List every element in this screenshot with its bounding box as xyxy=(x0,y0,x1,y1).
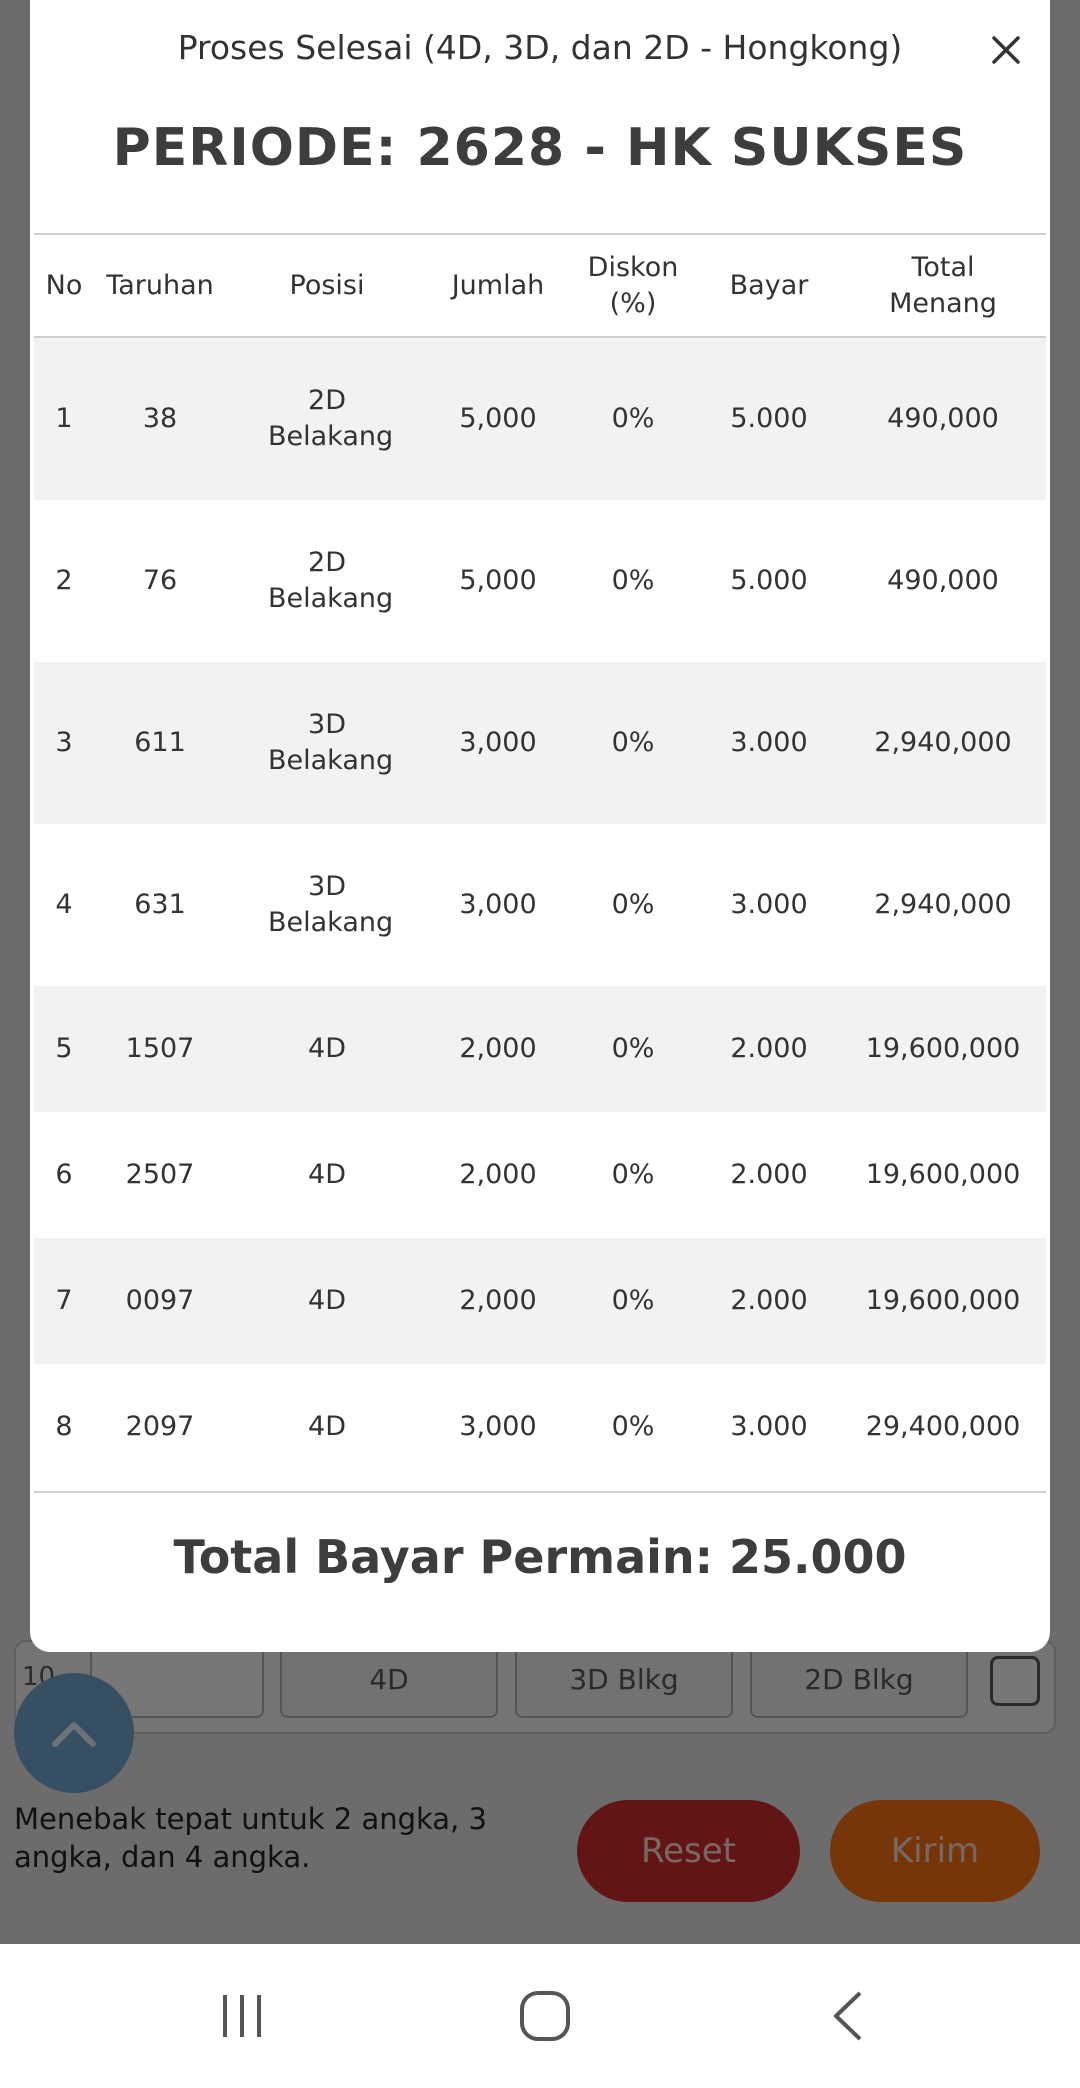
cell-bayar: 5.000 xyxy=(698,337,840,500)
nav-back-button[interactable] xyxy=(798,1966,898,2066)
cell-no: 8 xyxy=(55,1411,73,1442)
cell-taruhan: 38 xyxy=(94,337,226,500)
recents-icon xyxy=(217,1991,267,2041)
cell-taruhan: 631 xyxy=(134,889,186,920)
back-icon xyxy=(828,1989,868,2043)
cell-bayar: 2.000 xyxy=(698,1238,840,1364)
home-icon xyxy=(518,1989,572,2043)
cell-diskon: 0% xyxy=(568,662,698,824)
cell-jumlah: 2,000 xyxy=(428,1238,568,1364)
cell-bayar: 3.000 xyxy=(698,662,840,824)
cell-total-menang: 19,600,000 xyxy=(840,986,1046,1112)
table-row xyxy=(34,500,1046,662)
cell-no: 1 xyxy=(34,337,94,500)
cell-diskon: 0% xyxy=(568,1238,698,1364)
col-jumlah: Jumlah xyxy=(428,236,568,337)
close-button[interactable] xyxy=(982,26,1030,74)
cell-jumlah: 3,000 xyxy=(428,662,568,824)
cell-bayar: 3.000 xyxy=(730,1411,808,1442)
result-modal xyxy=(30,0,1050,1652)
table-row xyxy=(34,1238,1046,1364)
cell-jumlah: 3,000 xyxy=(459,889,537,920)
col-no: No xyxy=(34,236,94,337)
cell-total-menang: 29,400,000 xyxy=(865,1411,1021,1442)
cell-no: 5 xyxy=(34,986,94,1112)
cell-diskon: 0% xyxy=(611,1159,655,1190)
cell-taruhan: 2507 xyxy=(125,1159,195,1190)
header-divider xyxy=(34,233,1046,235)
cell-bayar: 5.000 xyxy=(730,565,808,596)
cell-jumlah: 5,000 xyxy=(428,337,568,500)
cell-total-menang: 19,600,000 xyxy=(840,1238,1046,1364)
cell-jumlah: 2,000 xyxy=(459,1159,537,1190)
cell-taruhan: 76 xyxy=(142,565,178,596)
system-nav-bar xyxy=(0,1944,1080,2088)
cell-jumlah: 5,000 xyxy=(459,565,537,596)
cell-jumlah: 2,000 xyxy=(428,986,568,1112)
cell-posisi: 4D xyxy=(308,1159,346,1190)
cell-posisi: 2D Belakang xyxy=(268,547,394,614)
cell-diskon: 0% xyxy=(568,986,698,1112)
cell-taruhan: 2097 xyxy=(125,1411,195,1442)
table-row xyxy=(34,337,1046,500)
table-row xyxy=(34,662,1046,824)
cell-no: 7 xyxy=(34,1238,94,1364)
cell-diskon: 0% xyxy=(568,337,698,500)
cell-posisi: 3D Belakang xyxy=(226,662,428,824)
cell-jumlah: 3,000 xyxy=(459,1411,537,1442)
col-total-menang: Total Menang xyxy=(840,236,1046,337)
cell-diskon: 0% xyxy=(611,889,655,920)
cell-total-menang: 2,940,000 xyxy=(840,662,1046,824)
cell-bayar: 3.000 xyxy=(730,889,808,920)
col-diskon: Diskon (%) xyxy=(568,236,698,337)
table-header-row xyxy=(34,236,1046,337)
cell-diskon: 0% xyxy=(611,1411,655,1442)
nav-home-button[interactable] xyxy=(495,1966,595,2066)
col-bayar: Bayar xyxy=(698,236,840,337)
cell-total-menang: 490,000 xyxy=(840,337,1046,500)
cell-no: 2 xyxy=(55,565,73,596)
bets-table xyxy=(34,236,1046,1490)
close-icon xyxy=(991,35,1021,65)
table-row xyxy=(34,1112,1046,1238)
cell-posisi: 4D xyxy=(226,1238,428,1364)
cell-no: 6 xyxy=(55,1159,73,1190)
table-row xyxy=(34,986,1046,1112)
cell-no: 3 xyxy=(34,662,94,824)
footer-divider xyxy=(34,1491,1046,1493)
cell-posisi: 2D Belakang xyxy=(226,337,428,500)
cell-total-menang: 490,000 xyxy=(887,565,999,596)
modal-title: Proses Selesai (4D, 3D, dan 2D - Hongkong) xyxy=(177,28,903,67)
table-row xyxy=(34,1364,1046,1490)
col-posisi: Posisi xyxy=(226,236,428,337)
table-row xyxy=(34,824,1046,986)
cell-bayar: 2.000 xyxy=(698,986,840,1112)
cell-taruhan: 611 xyxy=(94,662,226,824)
cell-taruhan: 0097 xyxy=(94,1238,226,1364)
col-taruhan: Taruhan xyxy=(94,236,226,337)
cell-posisi: 4D xyxy=(308,1411,346,1442)
cell-total-menang: 19,600,000 xyxy=(865,1159,1021,1190)
total-bayar: Total Bayar Permain: 25.000 xyxy=(173,1530,907,1584)
cell-posisi: 4D xyxy=(226,986,428,1112)
cell-total-menang: 2,940,000 xyxy=(874,889,1012,920)
cell-diskon: 0% xyxy=(611,565,655,596)
cell-bayar: 2.000 xyxy=(730,1159,808,1190)
periode-heading: PERIODE: 2628 - HK SUKSES xyxy=(112,118,968,178)
nav-recents-button[interactable] xyxy=(192,1966,292,2066)
cell-taruhan: 1507 xyxy=(94,986,226,1112)
cell-posisi: 3D Belakang xyxy=(268,871,394,938)
cell-no: 4 xyxy=(55,889,73,920)
